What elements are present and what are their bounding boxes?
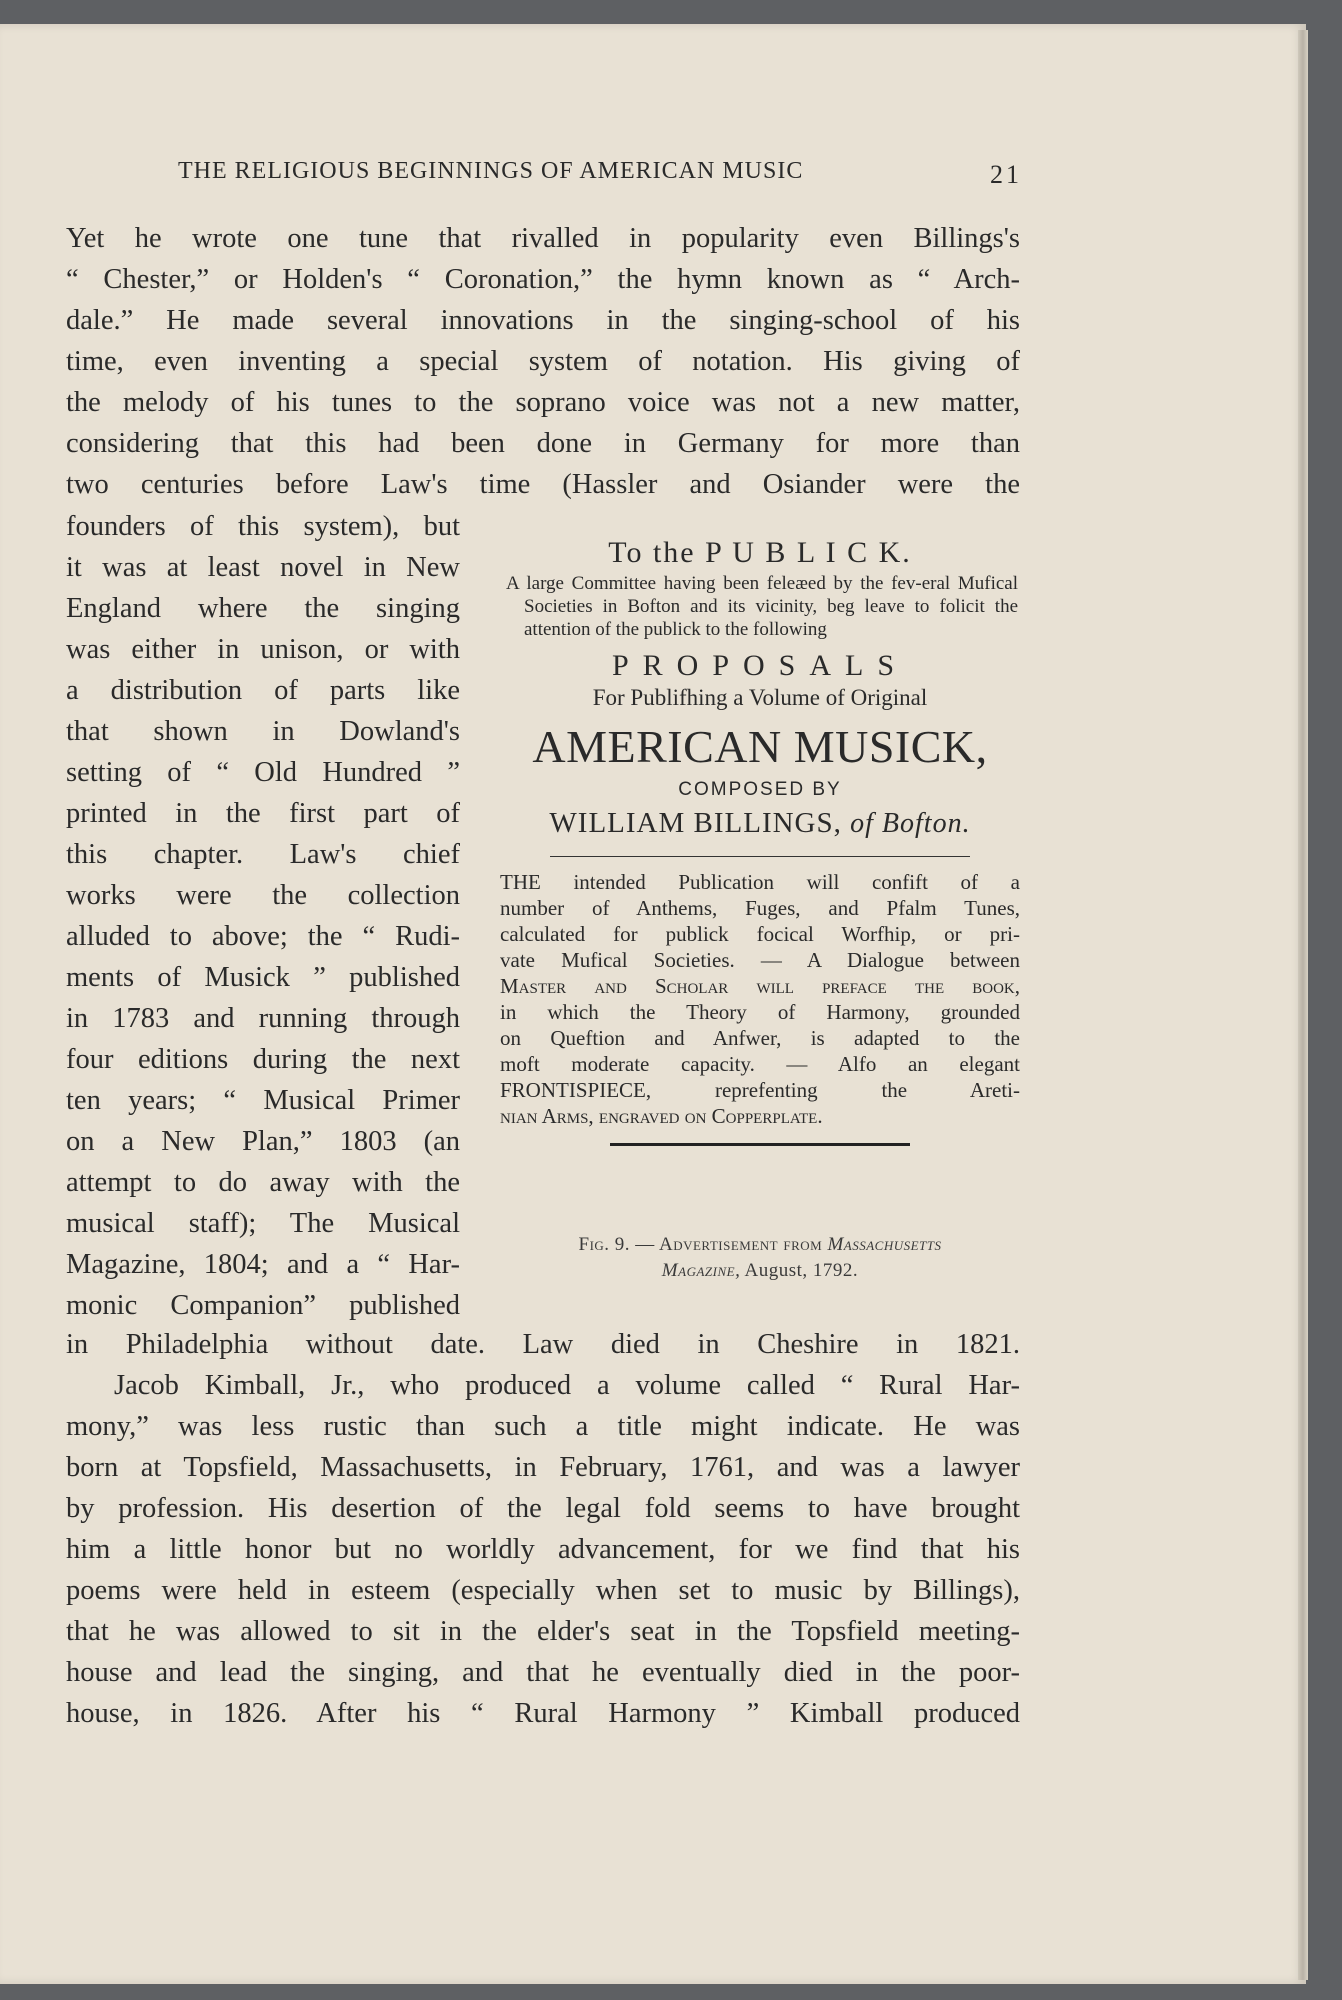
text-line: it was at least novel in New: [66, 552, 460, 583]
text-line: was either in unison, or with: [66, 634, 460, 665]
text-line: ten years; “ Musical Primer: [66, 1085, 460, 1116]
ad-line: number of Anthems, Fuges, and Pfalm Tunes,: [500, 896, 1020, 920]
ad-line: calculated for publick focical Worfhip, or pri-: [500, 922, 1020, 946]
ad-of-boston: of Bofton.: [850, 808, 971, 839]
text-line: “ Chester,” or Holden's “ Coronation,” the hymn known as “ Arch-: [66, 264, 1020, 295]
text-line: Jacob Kimball, Jr., who produced a volume called “ Rural Har-: [114, 1370, 1020, 1401]
text-line: two centuries before Law's time (Hassler and Osiander were the: [66, 469, 1020, 500]
caption-line-1: [498, 1232, 1022, 1258]
ad-line: on Queftion and Anfwer, is adapted to the: [500, 1026, 1020, 1050]
text-line: house and lead the singing, and that he eventually died in the poor-: [66, 1657, 1020, 1688]
caption-date: August, 1792.: [744, 1260, 859, 1281]
ad-to-the: To the: [608, 536, 696, 569]
ad-american-musick: AMERICAN MUSICK,: [532, 721, 988, 772]
ad-composed-by: COMPOSED BY: [678, 779, 842, 800]
text-line: this chapter. Law's chief: [66, 839, 460, 870]
running-title: THE RELIGIOUS BEGINNINGS OF AMERICAN MUSIC: [178, 158, 804, 184]
ad-heading: [498, 536, 1022, 570]
text-line: mony,” was less rustic than such a title might indicate. He was: [66, 1411, 1020, 1442]
text-line: musical staff); The Musical: [66, 1208, 460, 1239]
ad-author: [498, 807, 1022, 840]
left-column-text: [66, 506, 460, 1326]
text-line: printed in the first part of: [66, 798, 460, 829]
ad-line: FRONTISPIECE, reprefenting the Areti-: [500, 1078, 1020, 1102]
ad-intended-text: [498, 869, 1022, 1129]
ad-line: Master and Scholar will preface the book,: [500, 974, 1020, 998]
ad-proposals: PROPOSALS: [611, 649, 909, 682]
text-line: time, even inventing a special system of notation. His giving of: [66, 346, 1020, 377]
ad-line: in which the Theory of Harmony, grounded: [500, 1000, 1020, 1024]
advertisement-figure: [498, 536, 1022, 1146]
text-line: on a New Plan,” 1803 (an: [66, 1126, 460, 1157]
text-line: a distribution of parts like: [66, 675, 460, 706]
ad-william-billings: WILLIAM BILLINGS,: [549, 807, 842, 839]
text-line: that he was allowed to sit in the elder's seat in the Topsfield meeting-: [66, 1616, 1020, 1647]
paragraph-2: [66, 1324, 1020, 1734]
ad-divider: [550, 856, 970, 857]
text-line: the melody of his tunes to the soprano voice was not a new matter,: [66, 387, 1020, 418]
text-line: Yet he wrote one tune that rivalled in popularity even Billings's: [66, 223, 1020, 254]
text-line: Magazine, 1804; and a “ Har-: [66, 1249, 460, 1280]
text-line: founders of this system), but: [66, 511, 460, 542]
caption-prefix: Fig. 9. — Advertisement from: [578, 1234, 823, 1255]
text-line: in Philadelphia without date. Law died in Cheshire in 1821.: [66, 1329, 1020, 1360]
page-edge: [1298, 30, 1308, 1980]
ad-line: THE intended Publication will confift of a: [500, 870, 1020, 894]
text-line: alluded to above; the “ Rudi-: [66, 921, 460, 952]
text-line: setting of “ Old Hundred ”: [66, 757, 460, 788]
text-line: attempt to do away with the: [66, 1167, 460, 1198]
text-line: four editions during the next: [66, 1044, 460, 1075]
ad-line: moft moderate capacity. — Alfo an elegant: [500, 1052, 1020, 1076]
caption-line-2: [498, 1258, 1022, 1284]
ad-line: nian Arms, engraved on Copperplate.: [500, 1104, 823, 1128]
text-line: in 1783 and running through: [66, 1003, 460, 1034]
text-line: ments of Musick ” published: [66, 962, 460, 993]
text-line: born at Topsfield, Massachusetts, in February, 1761, and was a lawyer: [66, 1452, 1020, 1483]
text-line: house, in 1826. After his “ Rural Harmony ” Kimball produced: [66, 1698, 1020, 1729]
text-line: England where the singing: [66, 593, 460, 624]
text-line: monic Companion” published: [66, 1290, 460, 1321]
text-line: by profession. His desertion of the legal fold seems to have brought: [66, 1493, 1020, 1524]
figure-caption: [498, 1232, 1022, 1284]
caption-source-2: Magazine,: [661, 1260, 741, 1281]
text-line: dale.” He made several innovations in the singing-school of his: [66, 305, 1020, 336]
ad-publick: P U B L I C K.: [705, 536, 912, 569]
text-line: works were the collection: [66, 880, 460, 911]
caption-source: Massachusetts: [827, 1234, 942, 1255]
ad-publishing: For Publifhing a Volume of Original: [592, 685, 928, 710]
ad-bottom-rule: [610, 1143, 910, 1146]
text-line: him a little honor but no worldly advancement, for we find that his: [66, 1534, 1020, 1565]
paragraph-1: [66, 218, 1020, 505]
text-line: that shown in Dowland's: [66, 716, 460, 747]
page-number: 21: [990, 160, 1022, 189]
ad-committee-text: A large Committee having been feleæed by the fev-eral Mufical Societies in Bofton and its vicinity, beg leave to folicit the attention of the publick to the following: [506, 573, 1018, 640]
ad-line: vate Mufical Societies. — A Dialogue between: [500, 948, 1020, 972]
text-line: poems were held in esteem (especially when set to music by Billings),: [66, 1575, 1020, 1606]
text-line: considering that this had been done in Germany for more than: [66, 428, 1020, 459]
